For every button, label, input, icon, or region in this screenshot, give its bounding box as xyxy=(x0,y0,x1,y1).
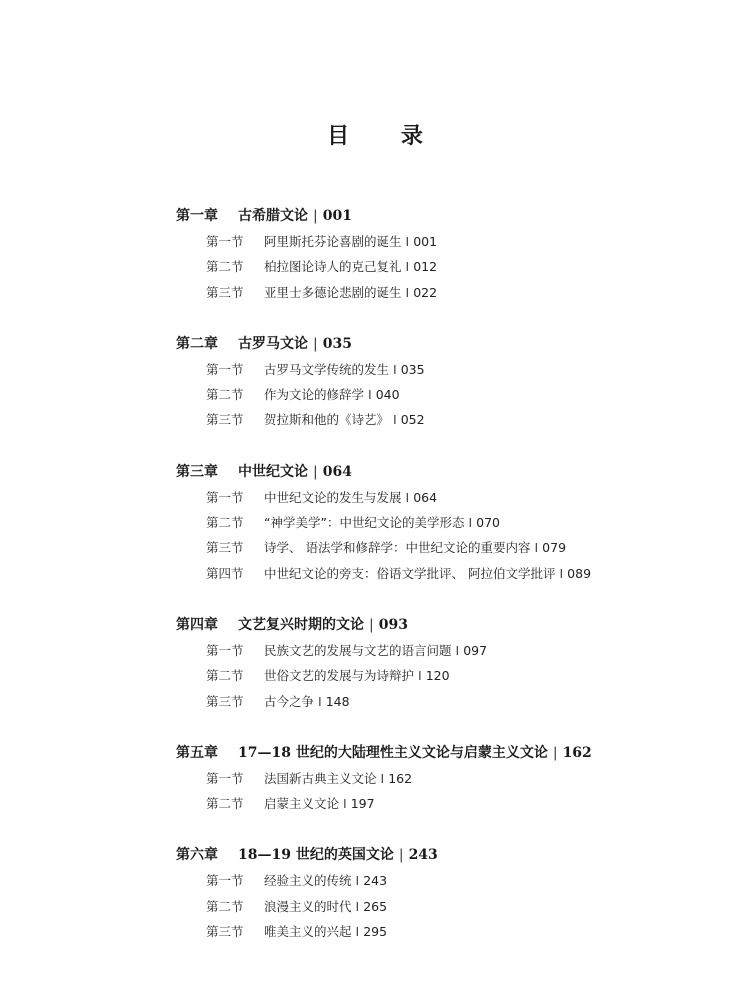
section-page: 197 xyxy=(350,796,375,812)
section-page: 079 xyxy=(542,540,567,556)
page-separator: I xyxy=(405,489,410,505)
section-title: 古今之争 xyxy=(264,693,315,709)
page-separator: I xyxy=(355,898,360,914)
section-number: 第二节 xyxy=(206,259,244,275)
section-entry[interactable] xyxy=(176,407,716,432)
section-page: 295 xyxy=(363,924,388,940)
section-number: 第三节 xyxy=(206,284,244,300)
section-title: 经验主义的传统 xyxy=(264,873,352,889)
page-separator: I xyxy=(368,387,372,403)
section-title: 古罗马文学传统的发生 xyxy=(264,361,390,377)
section-page: 001 xyxy=(413,234,438,249)
page-separator: | xyxy=(398,847,404,864)
page-separator: I xyxy=(405,259,410,275)
chapter-number: 第一章 xyxy=(176,208,218,224)
chapter-title: 17—18 世纪的大陆理性主义文论与启蒙主义文论 xyxy=(238,744,548,761)
section-title: 中世纪文论的旁支：俗语文学批评、 阿拉伯文学批评 xyxy=(264,565,556,581)
chapter-page: 001 xyxy=(322,208,352,224)
chapter-title: 古希腊文论 xyxy=(238,208,308,224)
table-of-contents xyxy=(176,203,716,970)
chapter-page: 093 xyxy=(378,616,408,633)
section-number: 第三节 xyxy=(206,412,244,428)
page-separator: | xyxy=(313,463,318,480)
page-separator: I xyxy=(534,540,539,556)
section-number: 第一节 xyxy=(206,873,244,889)
section-title: 阿里斯托芬论喜剧的诞生 xyxy=(264,234,402,249)
section-number: 第二节 xyxy=(206,515,244,531)
section-title: 诗学、 语法学和修辞学：中世纪文论的重要内容 xyxy=(264,540,531,556)
section-number: 第二节 xyxy=(206,898,244,914)
section-entry[interactable] xyxy=(176,791,716,816)
chapter-number: 第六章 xyxy=(176,847,218,864)
chapter-heading[interactable] xyxy=(176,331,716,357)
section-page: 070 xyxy=(476,515,500,531)
page-separator: I xyxy=(468,515,473,531)
section-number: 第三节 xyxy=(206,693,244,709)
section-entry[interactable] xyxy=(176,357,716,382)
section-number: 第一节 xyxy=(206,489,244,505)
section-title: 中世纪文论的发生与发展 xyxy=(264,489,402,505)
chapter-number: 第三章 xyxy=(176,463,218,480)
section-page: 035 xyxy=(400,361,425,377)
section-title: 启蒙主义文论 xyxy=(264,796,340,812)
page-separator: I xyxy=(355,924,360,940)
section-entry[interactable] xyxy=(176,280,716,305)
section-entry[interactable] xyxy=(176,561,716,586)
chapter-heading[interactable] xyxy=(176,842,716,868)
section-title: 世俗文艺的发展与为诗辩护 xyxy=(264,668,415,684)
section-page: 040 xyxy=(375,387,400,403)
section-title: 亚里士多德论悲剧的诞生 xyxy=(264,284,402,300)
chapter-page: 035 xyxy=(322,335,352,352)
page-separator: I xyxy=(418,668,422,684)
page-title: 目 录 xyxy=(327,123,445,149)
section-number: 第二节 xyxy=(206,668,244,684)
section-entry[interactable] xyxy=(176,254,716,279)
chapter-title: 文艺复兴时期的文论 xyxy=(238,616,364,633)
page-separator: I xyxy=(393,361,397,377)
section-page: 052 xyxy=(400,412,425,428)
chapter-heading[interactable] xyxy=(176,740,716,766)
section-title: 唯美主义的兴起 xyxy=(264,924,352,940)
section-entry[interactable] xyxy=(176,663,716,688)
section-page: 022 xyxy=(413,284,438,300)
section-entry[interactable] xyxy=(176,766,716,791)
section-entry[interactable] xyxy=(176,868,716,893)
section-title: “神学美学”：中世纪文论的美学形态 xyxy=(264,515,465,531)
section-page: 162 xyxy=(388,770,413,786)
page-separator: I xyxy=(559,565,564,581)
section-entry[interactable] xyxy=(176,229,716,254)
page-separator: I xyxy=(393,412,397,428)
page-separator: | xyxy=(313,208,318,224)
page-separator: | xyxy=(369,616,374,633)
chapter-2 xyxy=(176,331,716,433)
section-page: 064 xyxy=(413,489,438,505)
section-title: 柏拉图论诗人的克己复礼 xyxy=(264,259,402,275)
page-separator: I xyxy=(405,284,410,300)
chapter-number: 第二章 xyxy=(176,335,218,352)
section-entry[interactable] xyxy=(176,485,716,510)
section-number: 第三节 xyxy=(206,540,244,556)
section-number: 第二节 xyxy=(206,387,244,403)
chapter-title: 18—19 世纪的英国文论 xyxy=(238,847,394,864)
section-page: 089 xyxy=(567,565,592,581)
section-title: 民族文艺的发展与文艺的语言问题 xyxy=(264,642,452,658)
chapter-1 xyxy=(176,203,716,305)
section-page: 243 xyxy=(363,873,388,889)
page-separator: I xyxy=(380,770,385,786)
section-entry[interactable] xyxy=(176,638,716,663)
section-number: 第一节 xyxy=(206,642,244,658)
page-separator: | xyxy=(552,744,558,761)
section-title: 法国新古典主义文论 xyxy=(264,770,377,786)
chapter-title: 古罗马文论 xyxy=(238,335,308,352)
chapter-heading[interactable] xyxy=(176,612,716,638)
section-entry[interactable] xyxy=(176,689,716,714)
section-entry[interactable] xyxy=(176,382,716,407)
section-page: 012 xyxy=(413,259,438,275)
page-separator: I xyxy=(455,642,460,658)
page-separator: I xyxy=(318,693,322,709)
section-number: 第一节 xyxy=(206,361,244,377)
section-page: 120 xyxy=(425,668,450,684)
section-page: 265 xyxy=(363,898,388,914)
chapter-6 xyxy=(176,842,716,944)
section-number: 第三节 xyxy=(206,924,244,940)
section-number: 第一节 xyxy=(206,770,244,786)
section-entry[interactable] xyxy=(176,894,716,919)
chapter-3 xyxy=(176,459,716,586)
section-number: 第四节 xyxy=(206,565,244,581)
chapter-5 xyxy=(176,740,716,817)
section-number: 第二节 xyxy=(206,796,244,812)
section-title: 浪漫主义的时代 xyxy=(264,898,352,914)
section-entry[interactable] xyxy=(176,919,716,944)
chapter-heading[interactable] xyxy=(176,459,716,485)
section-page: 097 xyxy=(463,642,488,658)
section-page: 148 xyxy=(325,693,350,709)
section-number: 第一节 xyxy=(206,234,244,249)
section-title: 贺拉斯和他的《诗艺》 xyxy=(264,412,390,428)
chapter-page: 064 xyxy=(322,463,352,480)
page-separator: I xyxy=(355,873,360,889)
page-separator: I xyxy=(405,234,410,249)
chapter-title: 中世纪文论 xyxy=(238,463,308,480)
section-entry[interactable] xyxy=(176,535,716,560)
chapter-number: 第四章 xyxy=(176,616,218,633)
page-separator: | xyxy=(313,335,318,352)
page-separator: I xyxy=(343,796,347,812)
chapter-page: 243 xyxy=(408,847,438,864)
chapter-number: 第五章 xyxy=(176,744,218,761)
section-entry[interactable] xyxy=(176,510,716,535)
chapter-4 xyxy=(176,612,716,714)
chapter-page: 162 xyxy=(562,744,592,761)
chapter-heading[interactable] xyxy=(176,203,716,229)
section-title: 作为文论的修辞学 xyxy=(264,387,365,403)
